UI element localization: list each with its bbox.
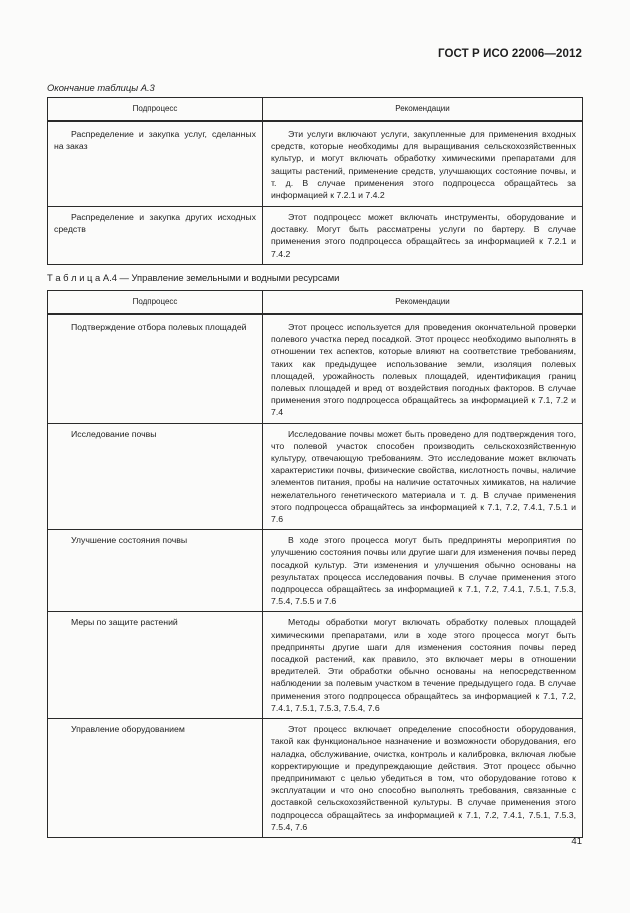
table-row (48, 530, 583, 612)
document-code: ГОСТ Р ИСО 22006—2012 (437, 48, 582, 60)
subprocess-cell: Улучшение состояния почвы (71, 535, 188, 546)
recommendation-cell: В ходе этого процесса могут быть предприняты мероприятия по улучшению состояния почвы или другие шаги для изменения почвы перед посадкой культур. Эти изменения и улучшения обычно основаны на результатах процесса исследования почвы. В случае применения этого подпроцесса обращайтесь за информацией к 7.1, 7.2, 7.4.1, 7.5.1, 7.5.3, 7.5.4, 7.5.5 и 7.6 (271, 535, 576, 607)
recommendation-cell: Методы обработки могут включать обработку полевых площадей химическими препаратами, или в ходе этого процесса могут быть предприняты другие шаги для изменения состояния почвы перед посадкой растений, как правило, это включает меры в отношении вредителей. Эти обработки обычно основаны на непосредственном наблюдении за полевым участком в течение предыдущего года. В случае применения этого подпроцесса обращайтесь за информацией к 7.1, 7.2, 7.4.1, 7.5.1, 7.5.3, 7.5.4, 7.6 (271, 617, 576, 713)
subprocess-cell: Исследование почвы (71, 428, 157, 439)
table-a3-header-recommendations: Рекомендации (263, 98, 583, 122)
table-a4 (47, 290, 583, 838)
page-number: 41 (571, 836, 582, 847)
recommendation-cell: Этот процесс включает определение способности оборудования, такой как функциональное назначение и возможности оборудования, его наладка, обслуживание, очистка, контроль и калибровка, включая любые корректирующие и предупреждающие действия. Этот процесс обычно предпринимают с целью убедиться в том, что оборудование готово к эксплуатации и что оно способно выполнять требования, связанные с доставкой сельскохозяйственной культуры. В случае применения этого подпроцесса обращайтесь за информацией к 7.1, 7.2, 7.4.1, 7.5.1, 7.5.3, 7.5.4, 7.6 (271, 724, 576, 832)
recommendation-cell: Этот процесс используется для проведения окончательной проверки полевого участка перед посадкой. Этот процесс необходимо выполнять в отношении тех аспектов, которые влияют на соответствие требованиям, таких как предыдущее использование земли, изоляция полевых площадей, урожайность полевых площадей, идентификация границ полевых площадей и вред от воздействия погодных факторов. В случае применения этого подпроцесса обращайтесь за информацией к 7.1, 7.2 и 7.4 (271, 322, 576, 418)
table-row (48, 612, 583, 719)
subprocess-cell: Меры по защите растений (71, 617, 178, 628)
table-a4-header-recommendations: Рекомендации (263, 291, 583, 315)
table-row (48, 207, 583, 265)
table-row (48, 314, 583, 423)
subprocess-cell: Подтверждение отбора полевых площадей (71, 322, 247, 332)
table-a3-caption: Окончание таблицы А.3 (47, 82, 155, 93)
table-a4-header-subprocess: Подпроцесс (48, 291, 263, 315)
table-row (48, 121, 583, 207)
subprocess-cell: Управление оборудованием (71, 724, 185, 735)
table-row (48, 719, 583, 838)
subprocess-cell: Распределение и закупка других исходных средств (54, 212, 256, 235)
table-a3-header-subprocess: Подпроцесс (48, 98, 263, 122)
recommendation-cell: Этот подпроцесс может включать инструменты, оборудование и доставку. Могут быть рассматрены услуги по бартеру. В случае применения этого подпроцесса обращайтесь за информацией к 7.2.1 и 7.4.2 (271, 212, 576, 259)
table-a3 (47, 97, 583, 265)
subprocess-cell: Распределение и закупка услуг, сделанных на заказ (54, 129, 256, 152)
recommendation-cell: Эти услуги включают услуги, закупленные для применения входных средств, которые необходимы для выращивания сельскохозяйственных культур, и могут включать обработку химическими препаратами для защиты растений, применение средств, улучшающих состояние почвы, и т. д. В случае применения этого подпроцесса обращайтесь за информацией к 7.2.1 и 7.4.2 (271, 129, 576, 201)
table-a4-caption: Т а б л и ц а А.4 — Управление земельными и водными ресурсами (47, 272, 340, 283)
recommendation-cell: Исследование почвы может быть проведено для подтверждения того, что полевой участок способен производить сельскохозяйственную культуру, отвечающую требованиям. Это исследование может включать характеристики почвы, физические свойства, кислотность почвы, наличие элементов питания, пробы на наличие остаточных химикатов, на наличие нежелательного генетического материала и т. д. В случае применения этого подпроцесса обращайтесь за информацией к 7.1, 7.2, 7.4.1, 7.5.1 и 7.6 (271, 428, 576, 525)
table-row (48, 423, 583, 530)
